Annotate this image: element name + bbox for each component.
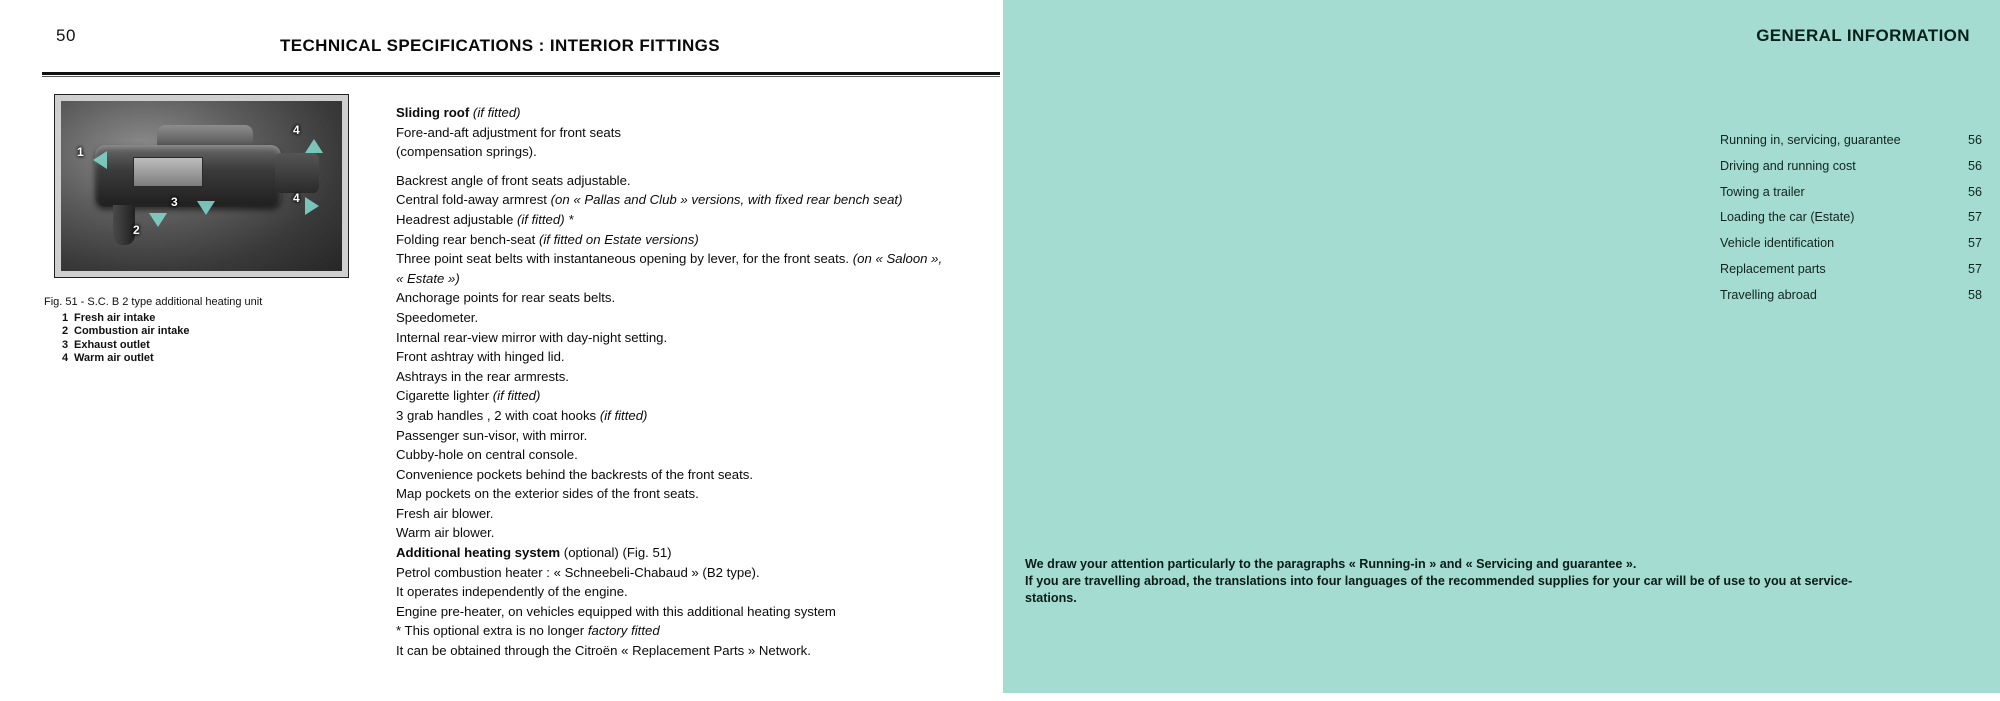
spec-line: Anchorage points for rear seats belts. xyxy=(396,290,616,306)
toc-row[interactable] xyxy=(1720,257,1982,283)
toc-page: 57 xyxy=(1967,210,1982,225)
page-bottom-edge xyxy=(1000,693,2000,701)
spacer xyxy=(396,162,976,171)
figure-legend-item xyxy=(44,325,354,339)
figure-legend-item xyxy=(44,339,354,353)
toc-page: 57 xyxy=(1967,236,1982,251)
toc-page: 56 xyxy=(1967,133,1982,147)
figure-caption-title: Fig. 51 - S.C. B 2 type additional heating unit xyxy=(44,296,263,308)
spec-line: Map pockets on the exterior sides of the front seats. xyxy=(396,486,699,502)
spec-line: It operates independently of the engine. xyxy=(396,584,628,600)
figure-callout-3: 3 xyxy=(171,195,178,209)
toc-label: Travelling abroad xyxy=(1720,287,1817,302)
airflow-arrow-icon xyxy=(93,151,107,169)
spec-line-emph: (if fitted) xyxy=(492,388,541,404)
spec-footnote-text: * This optional extra is no longer xyxy=(396,623,588,639)
spec-line xyxy=(396,406,976,426)
airflow-arrow-icon xyxy=(305,197,319,215)
spec-line-text: 3 grab handles , 2 with coat hooks xyxy=(396,407,600,423)
spec-heading-suffix: (optional) (Fig. 51) xyxy=(560,545,672,561)
figure-legend-item xyxy=(44,312,354,326)
footnote-line: stations. xyxy=(1025,591,1077,605)
toc-row[interactable] xyxy=(1720,128,1982,154)
spec-line: Internal rear-view mirror with day-night setting. xyxy=(396,329,668,345)
spec-line: Convenience pockets behind the backrests of the front seats. xyxy=(396,466,754,482)
page-number: 50 xyxy=(56,26,76,45)
figure-callout-4-right: 4 xyxy=(293,191,300,205)
footnote-line: If you are travelling abroad, the translations into four languages of the recommended supplies for your car will be of use to you at service- xyxy=(1025,574,1853,588)
spec-heading-label: Additional heating system xyxy=(396,545,561,561)
toc-row[interactable] xyxy=(1720,231,1982,257)
spec-line xyxy=(396,190,976,210)
spec-line: Petrol combustion heater : « Schneebeli-Chabaud » (B2 type). xyxy=(396,564,760,580)
spec-footnote xyxy=(396,621,976,641)
figure-legend-label: Fresh air intake xyxy=(74,311,156,324)
spec-line xyxy=(396,386,976,406)
figure-legend-item xyxy=(44,352,354,366)
right-page xyxy=(1000,0,2000,701)
figure-legend-label: Warm air outlet xyxy=(74,352,154,364)
toc-label: Vehicle identification xyxy=(1720,236,1835,251)
spec-line xyxy=(396,230,976,250)
spec-line-emph: (if fitted on Estate versions) xyxy=(538,231,699,247)
spec-line-text: Central fold-away armrest xyxy=(396,192,551,208)
page-footnote xyxy=(1025,556,1985,607)
figure-legend-index: 4 xyxy=(62,352,69,364)
figure-callout-4-top: 4 xyxy=(293,123,300,137)
spec-heading-sliding-roof xyxy=(396,103,976,123)
heater-plate-shape xyxy=(133,157,203,187)
airflow-arrow-icon xyxy=(305,139,323,153)
toc-label: Driving and running cost xyxy=(1720,158,1856,173)
spec-line-emph: « Estate ») xyxy=(396,270,460,286)
spec-line: Engine pre-heater, on vehicles equipped with this additional heating system xyxy=(396,603,836,619)
spec-line: Warm air blower. xyxy=(396,525,495,541)
figure-callout-1: 1 xyxy=(77,145,84,159)
toc-label: Running in, servicing, guarantee xyxy=(1720,133,1901,147)
spec-footnote-line-2: It can be obtained through the Citroën « Replacement Parts » Network. xyxy=(396,643,811,659)
figure-legend-label: Exhaust outlet xyxy=(74,338,150,351)
figure-callout-2: 2 xyxy=(133,223,140,237)
figure-caption xyxy=(44,296,354,366)
table-of-contents xyxy=(1720,128,1982,309)
spec-line: Front ashtray with hinged lid. xyxy=(396,349,565,365)
figure-legend-index: 1 xyxy=(62,311,69,324)
spec-heading-suffix: (if fitted) xyxy=(469,105,521,120)
spec-line xyxy=(396,210,976,230)
specifications-text xyxy=(396,103,976,661)
spec-line-text: Cigarette lighter xyxy=(396,388,493,404)
toc-row[interactable] xyxy=(1720,180,1982,206)
toc-page: 57 xyxy=(1967,261,1982,276)
footnote-line: We draw your attention particularly to the paragraphs « Running-in » and « Servicing and guarantee ». xyxy=(1025,557,1637,571)
spec-line-text: Folding rear bench-seat xyxy=(396,231,539,247)
toc-page: 56 xyxy=(1967,158,1982,173)
toc-page: 58 xyxy=(1967,287,1982,302)
spec-line: Fresh air blower. xyxy=(396,505,494,521)
toc-row[interactable] xyxy=(1720,283,1982,309)
toc-row[interactable] xyxy=(1720,154,1982,180)
heater-duct-shape xyxy=(275,153,319,193)
figure-legend-label: Combustion air intake xyxy=(74,325,190,337)
header-rule-thin xyxy=(42,76,1002,77)
header-rule xyxy=(42,72,1002,75)
spec-heading-additional-heating xyxy=(396,543,976,563)
toc-page: 56 xyxy=(1967,184,1982,199)
spec-line: Fore-and-aft adjustment for front seats xyxy=(396,124,622,140)
figure-legend-index: 2 xyxy=(62,325,69,337)
airflow-arrow-icon xyxy=(197,201,215,215)
heating-unit-photo xyxy=(61,101,342,271)
spec-line: Ashtrays in the rear armrests. xyxy=(396,368,569,384)
spec-line: Cubby-hole on central console. xyxy=(396,447,578,463)
toc-label: Towing a trailer xyxy=(1720,184,1805,199)
airflow-arrow-icon xyxy=(149,213,167,227)
spec-heading-label: Sliding roof xyxy=(396,105,470,120)
toc-label: Replacement parts xyxy=(1720,261,1826,276)
spec-line-text: Headrest adjustable xyxy=(396,211,517,227)
spec-line-emph: (if fitted) xyxy=(599,407,648,423)
spec-line: Passenger sun-visor, with mirror. xyxy=(396,427,588,443)
page-title: TECHNICAL SPECIFICATIONS : INTERIOR FITTINGS xyxy=(279,36,721,55)
spec-line-emph: (on « Pallas and Club » versions, with fixed rear bench seat) xyxy=(550,192,903,208)
section-title: GENERAL INFORMATION xyxy=(1756,26,1970,45)
spec-line-emph: (on « Saloon », xyxy=(852,251,943,267)
spec-line: (compensation springs). xyxy=(396,144,537,160)
toc-label: Loading the car (Estate) xyxy=(1720,210,1855,225)
spec-footnote-emph: factory fitted xyxy=(587,623,660,639)
spec-line xyxy=(396,249,976,269)
figure-image xyxy=(54,94,349,278)
spec-line: Speedometer. xyxy=(396,309,479,325)
toc-row[interactable] xyxy=(1720,205,1982,231)
heater-pipe-shape xyxy=(113,205,135,245)
spec-line-text: Three point seat belts with instantaneous opening by lever, for the front seats. xyxy=(396,251,853,267)
right-page-panel xyxy=(1003,0,2000,693)
spec-line: Backrest angle of front seats adjustable. xyxy=(396,172,631,188)
figure-legend-index: 3 xyxy=(62,338,69,351)
spec-line-emph: (if fitted) * xyxy=(516,211,574,227)
